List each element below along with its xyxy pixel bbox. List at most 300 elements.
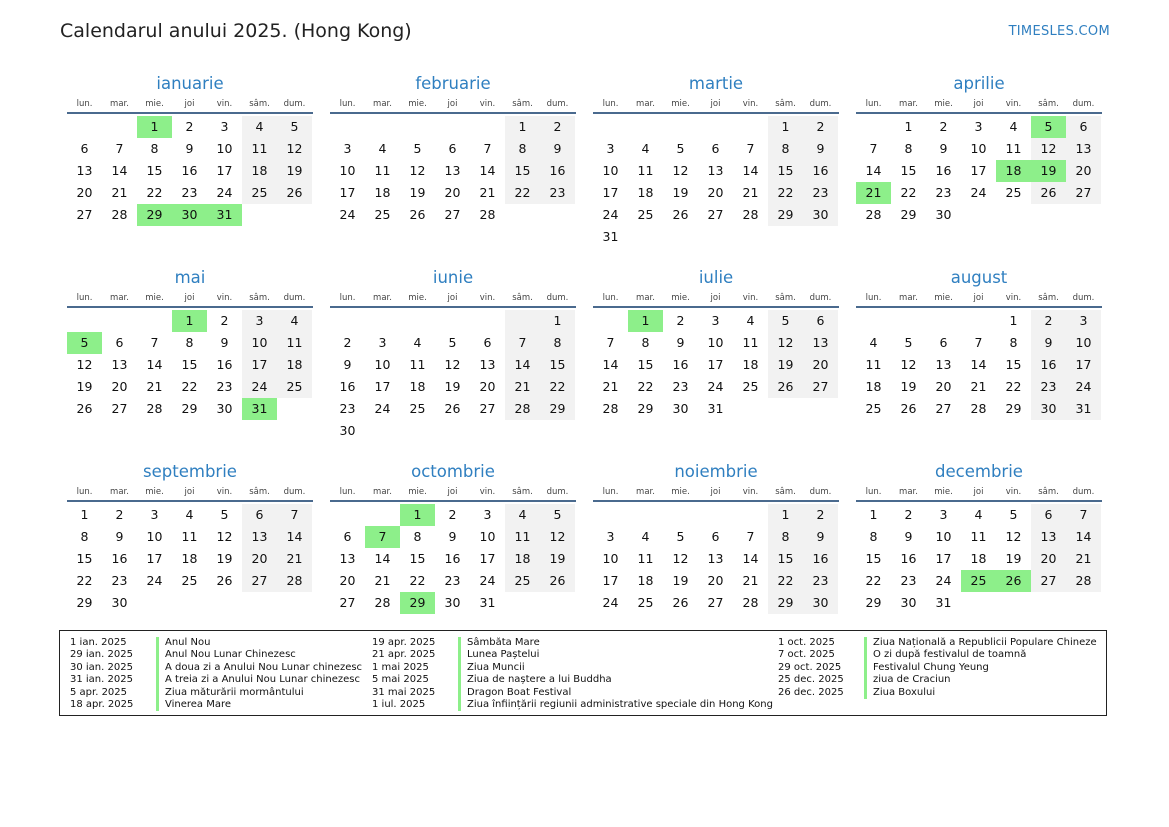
day-cell[interactable]: 9 — [904, 529, 913, 544]
day-cell[interactable]: 23 — [339, 401, 356, 416]
day-cell[interactable]: 10 — [970, 141, 987, 156]
day-cell[interactable]: 16 — [900, 551, 917, 566]
day-cell[interactable]: 4 — [1009, 119, 1018, 134]
day-cell[interactable]: 13 — [339, 551, 356, 566]
day-cell[interactable]: 30 — [111, 595, 128, 610]
day-cell[interactable]: 13 — [111, 357, 128, 372]
day-cell[interactable]: 7 — [974, 335, 983, 350]
day-cell[interactable]: 18 — [637, 573, 654, 588]
day-cell[interactable]: 28 — [146, 401, 163, 416]
day-cell[interactable]: 16 — [339, 379, 356, 394]
day-cell[interactable]: 8 — [904, 141, 913, 156]
day-cell[interactable]: 30 — [803, 204, 838, 226]
day-cell[interactable]: 10 — [707, 335, 724, 350]
day-cell[interactable]: 25 — [505, 570, 540, 592]
day-cell[interactable]: 11 — [277, 332, 312, 354]
day-cell[interactable]: 2 — [803, 504, 838, 526]
day-cell[interactable]: 7 — [365, 526, 400, 548]
day-cell[interactable]: 8 — [768, 526, 803, 548]
day-cell[interactable]: 1 — [768, 504, 803, 526]
day-cell[interactable]: 20 — [935, 379, 952, 394]
day-cell[interactable]: 19 — [672, 185, 689, 200]
day-cell[interactable]: 9 — [939, 141, 948, 156]
day-cell[interactable]: 13 — [707, 551, 724, 566]
day-cell[interactable]: 31 — [242, 398, 277, 420]
day-cell[interactable]: 20 — [444, 185, 461, 200]
day-cell[interactable]: 21 — [856, 182, 891, 204]
day-cell[interactable]: 18 — [181, 551, 198, 566]
day-cell[interactable]: 26 — [996, 570, 1031, 592]
day-cell[interactable]: 2 — [448, 507, 457, 522]
day-cell[interactable]: 2 — [540, 116, 575, 138]
day-cell[interactable]: 3 — [606, 529, 615, 544]
day-cell[interactable]: 4 — [378, 141, 387, 156]
day-cell[interactable]: 16 — [672, 357, 689, 372]
day-cell[interactable]: 28 — [505, 398, 540, 420]
day-cell[interactable]: 4 — [869, 335, 878, 350]
day-cell[interactable]: 18 — [374, 185, 391, 200]
day-cell[interactable]: 1 — [768, 116, 803, 138]
day-cell[interactable]: 27 — [707, 207, 724, 222]
day-cell[interactable]: 10 — [602, 163, 619, 178]
day-cell[interactable]: 16 — [1031, 354, 1066, 376]
day-cell[interactable]: 3 — [343, 141, 352, 156]
day-cell[interactable]: 5 — [904, 335, 913, 350]
day-cell[interactable]: 19 — [277, 160, 312, 182]
day-cell[interactable]: 6 — [711, 529, 720, 544]
day-cell[interactable]: 16 — [181, 163, 198, 178]
day-cell[interactable]: 25 — [1005, 185, 1022, 200]
day-cell[interactable]: 12 — [444, 357, 461, 372]
day-cell[interactable]: 25 — [961, 570, 996, 592]
day-cell[interactable]: 27 — [111, 401, 128, 416]
day-cell[interactable]: 10 — [479, 529, 496, 544]
day-cell[interactable]: 28 — [1066, 570, 1101, 592]
day-cell[interactable]: 12 — [1005, 529, 1022, 544]
day-cell[interactable]: 18 — [742, 357, 759, 372]
day-cell[interactable]: 24 — [479, 573, 496, 588]
day-cell[interactable]: 26 — [900, 401, 917, 416]
day-cell[interactable]: 27 — [803, 376, 838, 398]
day-cell[interactable]: 22 — [146, 185, 163, 200]
day-cell[interactable]: 31 — [602, 229, 619, 244]
day-cell[interactable]: 16 — [540, 160, 575, 182]
day-cell[interactable]: 24 — [1066, 376, 1101, 398]
day-cell[interactable]: 16 — [803, 548, 838, 570]
day-cell[interactable]: 15 — [540, 354, 575, 376]
day-cell[interactable]: 24 — [602, 595, 619, 610]
day-cell[interactable]: 26 — [1031, 182, 1066, 204]
day-cell[interactable]: 6 — [1066, 116, 1101, 138]
day-cell[interactable]: 14 — [602, 357, 619, 372]
day-cell[interactable]: 18 — [277, 354, 312, 376]
day-cell[interactable]: 19 — [76, 379, 93, 394]
day-cell[interactable]: 23 — [216, 379, 233, 394]
day-cell[interactable]: 9 — [343, 357, 352, 372]
day-cell[interactable]: 1 — [904, 119, 913, 134]
day-cell[interactable]: 18 — [970, 551, 987, 566]
day-cell[interactable]: 11 — [409, 357, 426, 372]
day-cell[interactable]: 25 — [181, 573, 198, 588]
day-cell[interactable]: 7 — [150, 335, 159, 350]
day-cell[interactable]: 14 — [865, 163, 882, 178]
day-cell[interactable]: 19 — [1005, 551, 1022, 566]
day-cell[interactable]: 5 — [1009, 507, 1018, 522]
day-cell[interactable]: 4 — [641, 529, 650, 544]
day-cell[interactable]: 28 — [970, 401, 987, 416]
day-cell[interactable]: 24 — [970, 185, 987, 200]
day-cell[interactable]: 25 — [865, 401, 882, 416]
day-cell[interactable]: 23 — [181, 185, 198, 200]
day-cell[interactable]: 13 — [444, 163, 461, 178]
day-cell[interactable]: 12 — [768, 332, 803, 354]
day-cell[interactable]: 24 — [602, 207, 619, 222]
day-cell[interactable]: 30 — [935, 207, 952, 222]
day-cell[interactable]: 23 — [900, 573, 917, 588]
day-cell[interactable]: 24 — [707, 379, 724, 394]
day-cell[interactable]: 26 — [672, 207, 689, 222]
day-cell[interactable]: 25 — [637, 207, 654, 222]
day-cell[interactable]: 6 — [80, 141, 89, 156]
day-cell[interactable]: 4 — [641, 141, 650, 156]
day-cell[interactable]: 3 — [711, 313, 720, 328]
day-cell[interactable]: 17 — [1066, 354, 1101, 376]
day-cell[interactable]: 19 — [216, 551, 233, 566]
day-cell[interactable]: 6 — [711, 141, 720, 156]
day-cell[interactable]: 12 — [540, 526, 575, 548]
day-cell[interactable]: 17 — [479, 551, 496, 566]
day-cell[interactable]: 29 — [768, 592, 803, 614]
day-cell[interactable]: 29 — [400, 592, 435, 614]
day-cell[interactable]: 21 — [742, 573, 759, 588]
day-cell[interactable]: 30 — [1031, 398, 1066, 420]
day-cell[interactable]: 7 — [277, 504, 312, 526]
day-cell[interactable]: 18 — [505, 548, 540, 570]
day-cell[interactable]: 10 — [242, 332, 277, 354]
day-cell[interactable]: 6 — [343, 529, 352, 544]
day-cell[interactable]: 8 — [641, 335, 650, 350]
day-cell[interactable]: 20 — [1031, 548, 1066, 570]
day-cell[interactable]: 17 — [935, 551, 952, 566]
day-cell[interactable]: 8 — [540, 332, 575, 354]
day-cell[interactable]: 10 — [602, 551, 619, 566]
day-cell[interactable]: 28 — [602, 401, 619, 416]
day-cell[interactable]: 2 — [115, 507, 124, 522]
day-cell[interactable]: 6 — [483, 335, 492, 350]
day-cell[interactable]: 16 — [216, 357, 233, 372]
day-cell[interactable]: 14 — [374, 551, 391, 566]
day-cell[interactable]: 20 — [242, 548, 277, 570]
day-cell[interactable]: 11 — [637, 551, 654, 566]
day-cell[interactable]: 11 — [181, 529, 198, 544]
day-cell[interactable]: 8 — [150, 141, 159, 156]
day-cell[interactable]: 27 — [1031, 570, 1066, 592]
day-cell[interactable]: 9 — [220, 335, 229, 350]
day-cell[interactable]: 22 — [409, 573, 426, 588]
day-cell[interactable]: 27 — [339, 595, 356, 610]
day-cell[interactable]: 19 — [409, 185, 426, 200]
day-cell[interactable]: 5 — [67, 332, 102, 354]
day-cell[interactable]: 8 — [869, 529, 878, 544]
day-cell[interactable]: 7 — [746, 529, 755, 544]
day-cell[interactable]: 23 — [935, 185, 952, 200]
day-cell[interactable]: 22 — [540, 376, 575, 398]
day-cell[interactable]: 26 — [409, 207, 426, 222]
day-cell[interactable]: 4 — [277, 310, 312, 332]
day-cell[interactable]: 16 — [935, 163, 952, 178]
day-cell[interactable]: 13 — [479, 357, 496, 372]
day-cell[interactable]: 13 — [1031, 526, 1066, 548]
day-cell[interactable]: 7 — [746, 141, 755, 156]
day-cell[interactable]: 31 — [1066, 398, 1101, 420]
day-cell[interactable]: 28 — [742, 207, 759, 222]
day-cell[interactable]: 22 — [768, 570, 803, 592]
day-cell[interactable]: 19 — [768, 354, 803, 376]
day-cell[interactable]: 21 — [374, 573, 391, 588]
day-cell[interactable]: 19 — [900, 379, 917, 394]
day-cell[interactable]: 29 — [137, 204, 172, 226]
day-cell[interactable]: 11 — [1005, 141, 1022, 156]
day-cell[interactable]: 26 — [768, 376, 803, 398]
day-cell[interactable]: 12 — [900, 357, 917, 372]
day-cell[interactable]: 20 — [339, 573, 356, 588]
day-cell[interactable]: 8 — [185, 335, 194, 350]
day-cell[interactable]: 23 — [803, 570, 838, 592]
day-cell[interactable]: 11 — [742, 335, 759, 350]
day-cell[interactable]: 25 — [409, 401, 426, 416]
day-cell[interactable]: 22 — [1005, 379, 1022, 394]
day-cell[interactable]: 23 — [540, 182, 575, 204]
day-cell[interactable]: 2 — [185, 119, 194, 134]
day-cell[interactable]: 26 — [672, 595, 689, 610]
day-cell[interactable]: 6 — [939, 335, 948, 350]
day-cell[interactable]: 1 — [540, 310, 575, 332]
day-cell[interactable]: 11 — [242, 138, 277, 160]
day-cell[interactable]: 26 — [76, 401, 93, 416]
day-cell[interactable]: 25 — [637, 595, 654, 610]
day-cell[interactable]: 11 — [865, 357, 882, 372]
day-cell[interactable]: 27 — [242, 570, 277, 592]
day-cell[interactable]: 27 — [1066, 182, 1101, 204]
day-cell[interactable]: 14 — [277, 526, 312, 548]
day-cell[interactable]: 15 — [768, 160, 803, 182]
day-cell[interactable]: 7 — [505, 332, 540, 354]
day-cell[interactable]: 10 — [374, 357, 391, 372]
day-cell[interactable]: 15 — [768, 548, 803, 570]
day-cell[interactable]: 19 — [672, 573, 689, 588]
day-cell[interactable]: 2 — [676, 313, 685, 328]
day-cell[interactable]: 21 — [602, 379, 619, 394]
day-cell[interactable]: 9 — [803, 526, 838, 548]
day-cell[interactable]: 7 — [1066, 504, 1101, 526]
day-cell[interactable]: 16 — [444, 551, 461, 566]
day-cell[interactable]: 3 — [974, 119, 983, 134]
day-cell[interactable]: 22 — [637, 379, 654, 394]
day-cell[interactable]: 3 — [220, 119, 229, 134]
day-cell[interactable]: 3 — [606, 141, 615, 156]
day-cell[interactable]: 14 — [970, 357, 987, 372]
day-cell[interactable]: 19 — [444, 379, 461, 394]
day-cell[interactable]: 17 — [602, 573, 619, 588]
day-cell[interactable]: 3 — [150, 507, 159, 522]
day-cell[interactable]: 29 — [540, 398, 575, 420]
day-cell[interactable]: 2 — [939, 119, 948, 134]
day-cell[interactable]: 25 — [277, 376, 312, 398]
day-cell[interactable]: 22 — [181, 379, 198, 394]
day-cell[interactable]: 25 — [742, 379, 759, 394]
day-cell[interactable]: 21 — [1066, 548, 1101, 570]
day-cell[interactable]: 10 — [146, 529, 163, 544]
day-cell[interactable]: 22 — [865, 573, 882, 588]
day-cell[interactable]: 31 — [707, 401, 724, 416]
day-cell[interactable]: 9 — [115, 529, 124, 544]
day-cell[interactable]: 28 — [277, 570, 312, 592]
day-cell[interactable]: 21 — [970, 379, 987, 394]
day-cell[interactable]: 7 — [606, 335, 615, 350]
day-cell[interactable]: 20 — [707, 185, 724, 200]
day-cell[interactable]: 18 — [637, 185, 654, 200]
day-cell[interactable]: 13 — [76, 163, 93, 178]
day-cell[interactable]: 24 — [242, 376, 277, 398]
day-cell[interactable]: 14 — [479, 163, 496, 178]
day-cell[interactable]: 15 — [865, 551, 882, 566]
day-cell[interactable]: 21 — [505, 376, 540, 398]
day-cell[interactable]: 30 — [444, 595, 461, 610]
day-cell[interactable]: 22 — [900, 185, 917, 200]
day-cell[interactable]: 30 — [672, 401, 689, 416]
day-cell[interactable]: 30 — [803, 592, 838, 614]
day-cell[interactable]: 9 — [540, 138, 575, 160]
day-cell[interactable]: 24 — [146, 573, 163, 588]
day-cell[interactable]: 28 — [111, 207, 128, 222]
day-cell[interactable]: 6 — [803, 310, 838, 332]
day-cell[interactable]: 14 — [742, 551, 759, 566]
day-cell[interactable]: 1 — [172, 310, 207, 332]
day-cell[interactable]: 29 — [1005, 401, 1022, 416]
day-cell[interactable]: 24 — [339, 207, 356, 222]
day-cell[interactable]: 13 — [803, 332, 838, 354]
day-cell[interactable]: 14 — [111, 163, 128, 178]
day-cell[interactable]: 28 — [374, 595, 391, 610]
day-cell[interactable]: 27 — [444, 207, 461, 222]
day-cell[interactable]: 11 — [374, 163, 391, 178]
day-cell[interactable]: 17 — [374, 379, 391, 394]
day-cell[interactable]: 24 — [935, 573, 952, 588]
day-cell[interactable]: 28 — [742, 595, 759, 610]
day-cell[interactable]: 9 — [448, 529, 457, 544]
day-cell[interactable]: 30 — [172, 204, 207, 226]
day-cell[interactable]: 15 — [181, 357, 198, 372]
day-cell[interactable]: 6 — [1031, 504, 1066, 526]
day-cell[interactable]: 12 — [76, 357, 93, 372]
day-cell[interactable]: 9 — [803, 138, 838, 160]
day-cell[interactable]: 18 — [242, 160, 277, 182]
day-cell[interactable]: 3 — [378, 335, 387, 350]
day-cell[interactable]: 11 — [505, 526, 540, 548]
day-cell[interactable]: 16 — [111, 551, 128, 566]
day-cell[interactable]: 17 — [216, 163, 233, 178]
day-cell[interactable]: 15 — [409, 551, 426, 566]
day-cell[interactable]: 18 — [865, 379, 882, 394]
day-cell[interactable]: 28 — [479, 207, 496, 222]
day-cell[interactable]: 5 — [768, 310, 803, 332]
day-cell[interactable]: 5 — [1031, 116, 1066, 138]
day-cell[interactable]: 17 — [242, 354, 277, 376]
day-cell[interactable]: 31 — [479, 595, 496, 610]
day-cell[interactable]: 29 — [768, 204, 803, 226]
day-cell[interactable]: 4 — [242, 116, 277, 138]
day-cell[interactable]: 1 — [505, 116, 540, 138]
day-cell[interactable]: 26 — [216, 573, 233, 588]
day-cell[interactable]: 4 — [505, 504, 540, 526]
day-cell[interactable]: 27 — [707, 595, 724, 610]
day-cell[interactable]: 23 — [444, 573, 461, 588]
day-cell[interactable]: 29 — [637, 401, 654, 416]
day-cell[interactable]: 15 — [637, 357, 654, 372]
day-cell[interactable]: 3 — [939, 507, 948, 522]
day-cell[interactable]: 1 — [628, 310, 663, 332]
day-cell[interactable]: 7 — [115, 141, 124, 156]
day-cell[interactable]: 29 — [76, 595, 93, 610]
day-cell[interactable]: 27 — [935, 401, 952, 416]
day-cell[interactable]: 13 — [935, 357, 952, 372]
day-cell[interactable]: 23 — [1031, 376, 1066, 398]
day-cell[interactable]: 15 — [900, 163, 917, 178]
day-cell[interactable]: 20 — [707, 573, 724, 588]
day-cell[interactable]: 10 — [1066, 332, 1101, 354]
day-cell[interactable]: 4 — [413, 335, 422, 350]
day-cell[interactable]: 23 — [111, 573, 128, 588]
day-cell[interactable]: 18 — [996, 160, 1031, 182]
day-cell[interactable]: 11 — [637, 163, 654, 178]
day-cell[interactable]: 29 — [181, 401, 198, 416]
day-cell[interactable]: 19 — [1031, 160, 1066, 182]
day-cell[interactable]: 15 — [505, 160, 540, 182]
day-cell[interactable]: 20 — [803, 354, 838, 376]
day-cell[interactable]: 30 — [216, 401, 233, 416]
day-cell[interactable]: 1 — [400, 504, 435, 526]
day-cell[interactable]: 9 — [1031, 332, 1066, 354]
day-cell[interactable]: 28 — [865, 207, 882, 222]
day-cell[interactable]: 23 — [672, 379, 689, 394]
day-cell[interactable]: 1 — [137, 116, 172, 138]
day-cell[interactable]: 5 — [676, 529, 685, 544]
day-cell[interactable]: 1 — [869, 507, 878, 522]
day-cell[interactable]: 12 — [1031, 138, 1066, 160]
day-cell[interactable]: 3 — [242, 310, 277, 332]
day-cell[interactable]: 20 — [76, 185, 93, 200]
day-cell[interactable]: 15 — [76, 551, 93, 566]
day-cell[interactable]: 18 — [409, 379, 426, 394]
day-cell[interactable]: 8 — [768, 138, 803, 160]
day-cell[interactable]: 10 — [216, 141, 233, 156]
day-cell[interactable]: 22 — [76, 573, 93, 588]
day-cell[interactable]: 12 — [672, 163, 689, 178]
day-cell[interactable]: 10 — [339, 163, 356, 178]
day-cell[interactable]: 5 — [220, 507, 229, 522]
day-cell[interactable]: 4 — [974, 507, 983, 522]
day-cell[interactable]: 8 — [80, 529, 89, 544]
day-cell[interactable]: 13 — [242, 526, 277, 548]
day-cell[interactable]: 16 — [803, 160, 838, 182]
day-cell[interactable]: 5 — [540, 504, 575, 526]
day-cell[interactable]: 6 — [242, 504, 277, 526]
day-cell[interactable]: 25 — [242, 182, 277, 204]
day-cell[interactable]: 5 — [676, 141, 685, 156]
day-cell[interactable]: 9 — [185, 141, 194, 156]
brand-link[interactable]: TIMESLES.COM — [1008, 24, 1110, 39]
day-cell[interactable]: 8 — [413, 529, 422, 544]
